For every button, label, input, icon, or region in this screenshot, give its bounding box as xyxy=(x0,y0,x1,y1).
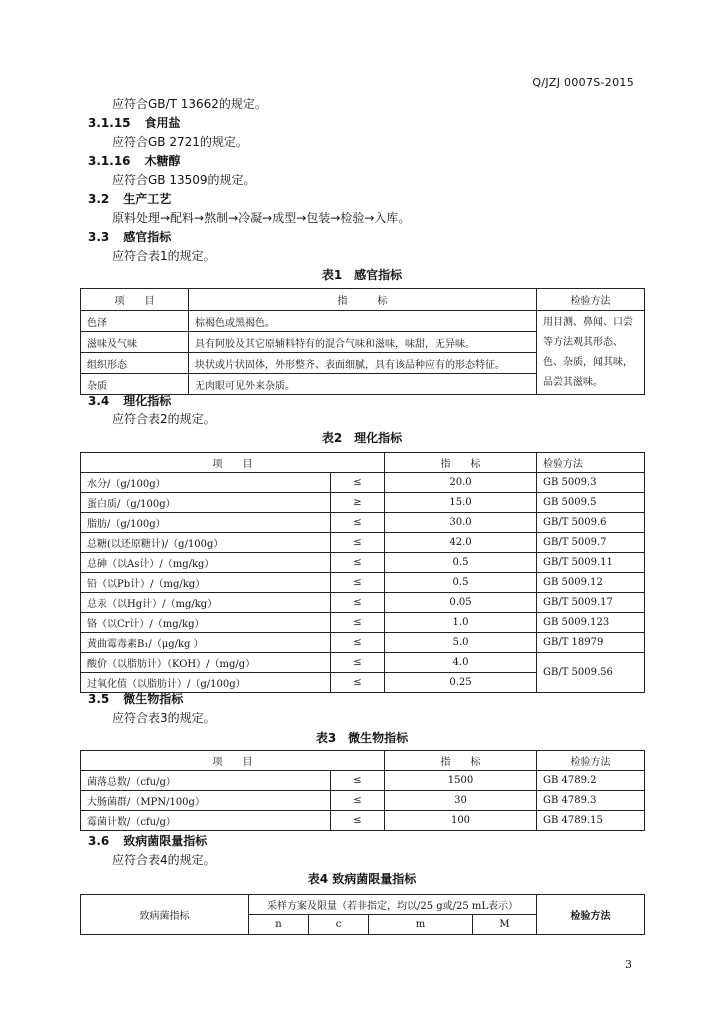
cell-item: 总糖(以还原糖计)/（g/100g） xyxy=(81,533,331,553)
cell-sign: ≤ xyxy=(331,473,385,493)
table-header-row xyxy=(81,751,645,771)
cell-sign: ≤ xyxy=(331,653,385,673)
cell-method: GB 4789.2 xyxy=(537,771,645,791)
clause-text: 应符合GB 13509的规定。 xyxy=(112,173,256,187)
cell-method: GB 5009.3 xyxy=(537,473,645,493)
cell-spec: 具有阿胶及其它原辅料特有的混合气味和滋味，味甜，无异味。 xyxy=(189,332,537,353)
table1-sensory xyxy=(80,288,645,395)
section-heading-3-1-16 xyxy=(88,152,181,169)
section-title: 生产工艺 xyxy=(123,192,172,206)
cell-sign: ≤ xyxy=(331,533,385,553)
cell-spec: 无肉眼可见外来杂质。 xyxy=(189,374,537,395)
table-header-row xyxy=(81,895,645,915)
cell-item: 水分/（g/100g） xyxy=(81,473,331,493)
header-m: m xyxy=(369,915,473,935)
clause-text: 应符合表3的规定。 xyxy=(112,711,216,725)
table3-microbiological xyxy=(80,750,645,831)
cell-value: 42.0 xyxy=(385,533,537,553)
table-row xyxy=(81,653,645,673)
cell-value: 30.0 xyxy=(385,513,537,533)
cell-value: 0.05 xyxy=(385,593,537,613)
cell-method: GB 4789.3 xyxy=(537,791,645,811)
cell-value: 0.5 xyxy=(385,573,537,593)
cell-item: 大肠菌群/（MPN/100g） xyxy=(81,791,331,811)
table-row xyxy=(81,533,645,553)
cell-value: 20.0 xyxy=(385,473,537,493)
cell-value: 5.0 xyxy=(385,633,537,653)
section-number: 3.3 xyxy=(88,230,110,244)
cell-value: 1500 xyxy=(385,771,537,791)
cell-method: GB/T 18979 xyxy=(537,633,645,653)
cell-method: GB 5009.123 xyxy=(537,613,645,633)
cell-sign: ≤ xyxy=(331,811,385,831)
section-number: 3.4 xyxy=(88,394,110,408)
cell-item: 组织形态 xyxy=(81,353,189,374)
cell-value: 4.0 xyxy=(385,653,537,673)
table2-caption: 表2 理化指标 xyxy=(321,431,403,445)
section-heading-3-5 xyxy=(88,690,183,707)
cell-method: GB/T 5009.7 xyxy=(537,533,645,553)
cell-method: GB/T 5009.6 xyxy=(537,513,645,533)
cell-sign: ≤ xyxy=(331,613,385,633)
table3-caption: 表3 微生物指标 xyxy=(315,731,409,745)
cell-value: 1.0 xyxy=(385,613,537,633)
section-number: 3.2 xyxy=(88,192,110,206)
cell-item: 总砷（以As计）/（mg/kg） xyxy=(81,553,331,573)
cell-item: 菌落总数/（cfu/g） xyxy=(81,771,331,791)
cell-method: GB/T 5009.56 xyxy=(537,653,645,693)
clause-text: 应符合表1的规定。 xyxy=(112,249,216,263)
cell-item: 铬（以Cr计）/（mg/kg） xyxy=(81,613,331,633)
section-heading-3-1-15 xyxy=(88,114,181,131)
section-heading-3-3 xyxy=(88,228,171,245)
section-number: 3.1.15 xyxy=(88,116,131,130)
cell-sign: ≤ xyxy=(331,513,385,533)
cell-method: GB/T 5009.17 xyxy=(537,593,645,613)
section-heading-3-6 xyxy=(88,832,207,849)
header-pathogen: 致病菌指标 xyxy=(81,895,249,935)
cell-item: 滋味及气味 xyxy=(81,332,189,353)
table-row xyxy=(81,493,645,513)
table-row xyxy=(81,573,645,593)
cell-value: 0.25 xyxy=(385,673,537,693)
section-title: 感官指标 xyxy=(123,230,172,244)
cell-sign: ≤ xyxy=(331,593,385,613)
table-header-row xyxy=(81,289,645,311)
cell-sign: ≥ xyxy=(331,493,385,513)
cell-item: 色泽 xyxy=(81,311,189,332)
clause-text: 应符合GB/T 13662的规定。 xyxy=(112,97,267,111)
table-row xyxy=(81,771,645,791)
header-c: c xyxy=(309,915,369,935)
section-title: 致病菌限量指标 xyxy=(123,834,208,848)
header-method: 检验方法 xyxy=(537,289,645,311)
section-number: 3.1.16 xyxy=(88,154,131,168)
table-row xyxy=(81,811,645,831)
cell-sign: ≤ xyxy=(331,553,385,573)
clause-text: 应符合表2的规定。 xyxy=(112,412,216,426)
cell-item: 霉菌计数/（cfu/g） xyxy=(81,811,331,831)
table4-caption: 表4 致病菌限量指标 xyxy=(307,872,417,886)
cell-method: 用目测、鼻闻、口尝等方法观其形态、色、杂质，闻其味，品尝其滋味。 xyxy=(537,311,645,395)
cell-method: GB 5009.5 xyxy=(537,493,645,513)
section-title: 食用盐 xyxy=(144,116,181,130)
cell-method: GB/T 5009.11 xyxy=(537,553,645,573)
table-row xyxy=(81,633,645,653)
cell-item: 过氧化值（以脂肪计）/（g/100g） xyxy=(81,673,331,693)
section-number: 3.6 xyxy=(88,834,110,848)
header-spec: 指 标 xyxy=(385,453,537,473)
cell-item: 酸价（以脂肪计）（KOH）/（mg/g） xyxy=(81,653,331,673)
table-row xyxy=(81,593,645,613)
cell-method: GB 5009.12 xyxy=(537,573,645,593)
cell-spec: 棕褐色或黑褐色。 xyxy=(189,311,537,332)
header-M: M xyxy=(473,915,537,935)
page-number: 3 xyxy=(625,958,632,971)
clause-text: 应符合GB 2721的规定。 xyxy=(112,135,248,149)
table-row xyxy=(81,311,645,332)
header-method: 检验方法 xyxy=(537,895,645,935)
cell-sign: ≤ xyxy=(331,633,385,653)
header-n: n xyxy=(249,915,309,935)
process-flow-text: 原料处理→配料→熬制→冷凝→成型→包装→检验→入库。 xyxy=(112,211,411,225)
cell-item: 蛋白质/（g/100g） xyxy=(81,493,331,513)
table-row xyxy=(81,613,645,633)
table-row xyxy=(81,553,645,573)
table1-caption: 表1 感官指标 xyxy=(321,268,403,282)
clause-text: 应符合表4的规定。 xyxy=(112,853,216,867)
cell-sign: ≤ xyxy=(331,771,385,791)
section-title: 理化指标 xyxy=(123,394,172,408)
cell-item: 杂质 xyxy=(81,374,189,395)
cell-sign: ≤ xyxy=(331,673,385,693)
header-item: 项 目 xyxy=(81,289,189,311)
cell-sign: ≤ xyxy=(331,791,385,811)
cell-spec: 块状或片状固体，外形整齐、表面细腻，具有该品种应有的形态特征。 xyxy=(189,353,537,374)
section-heading-3-4 xyxy=(88,392,171,409)
standard-number: Q/JZJ 0007S-2015 xyxy=(532,76,634,89)
table2-physicochemical xyxy=(80,452,645,693)
header-spec: 指 标 xyxy=(189,289,537,311)
cell-item: 总汞（以Hg计）/（mg/kg） xyxy=(81,593,331,613)
cell-item: 铅（以Pb计）/（mg/kg） xyxy=(81,573,331,593)
table-row xyxy=(81,513,645,533)
cell-value: 15.0 xyxy=(385,493,537,513)
cell-sign: ≤ xyxy=(331,573,385,593)
header-method: 检验方法 xyxy=(537,751,645,771)
table-header-row xyxy=(81,453,645,473)
cell-value: 100 xyxy=(385,811,537,831)
section-title: 木糖醇 xyxy=(144,154,181,168)
table4-pathogen-limits xyxy=(80,894,645,935)
table-row xyxy=(81,473,645,493)
section-heading-3-2 xyxy=(88,190,171,207)
header-item: 项 目 xyxy=(81,453,385,473)
cell-item: 黄曲霉毒素B₁/（μg/kg ） xyxy=(81,633,331,653)
header-item: 项 目 xyxy=(81,751,385,771)
cell-value: 30 xyxy=(385,791,537,811)
table-row xyxy=(81,791,645,811)
header-spec: 指 标 xyxy=(385,751,537,771)
cell-value: 0.5 xyxy=(385,553,537,573)
section-number: 3.5 xyxy=(88,692,110,706)
cell-item: 脂肪/（g/100g） xyxy=(81,513,331,533)
header-sampling: 采样方案及限量（若非指定，均以/25 g或/25 mL表示） xyxy=(249,895,537,915)
section-title: 微生物指标 xyxy=(123,692,184,706)
cell-method: GB 4789.15 xyxy=(537,811,645,831)
header-method: 检验方法 xyxy=(537,453,645,473)
